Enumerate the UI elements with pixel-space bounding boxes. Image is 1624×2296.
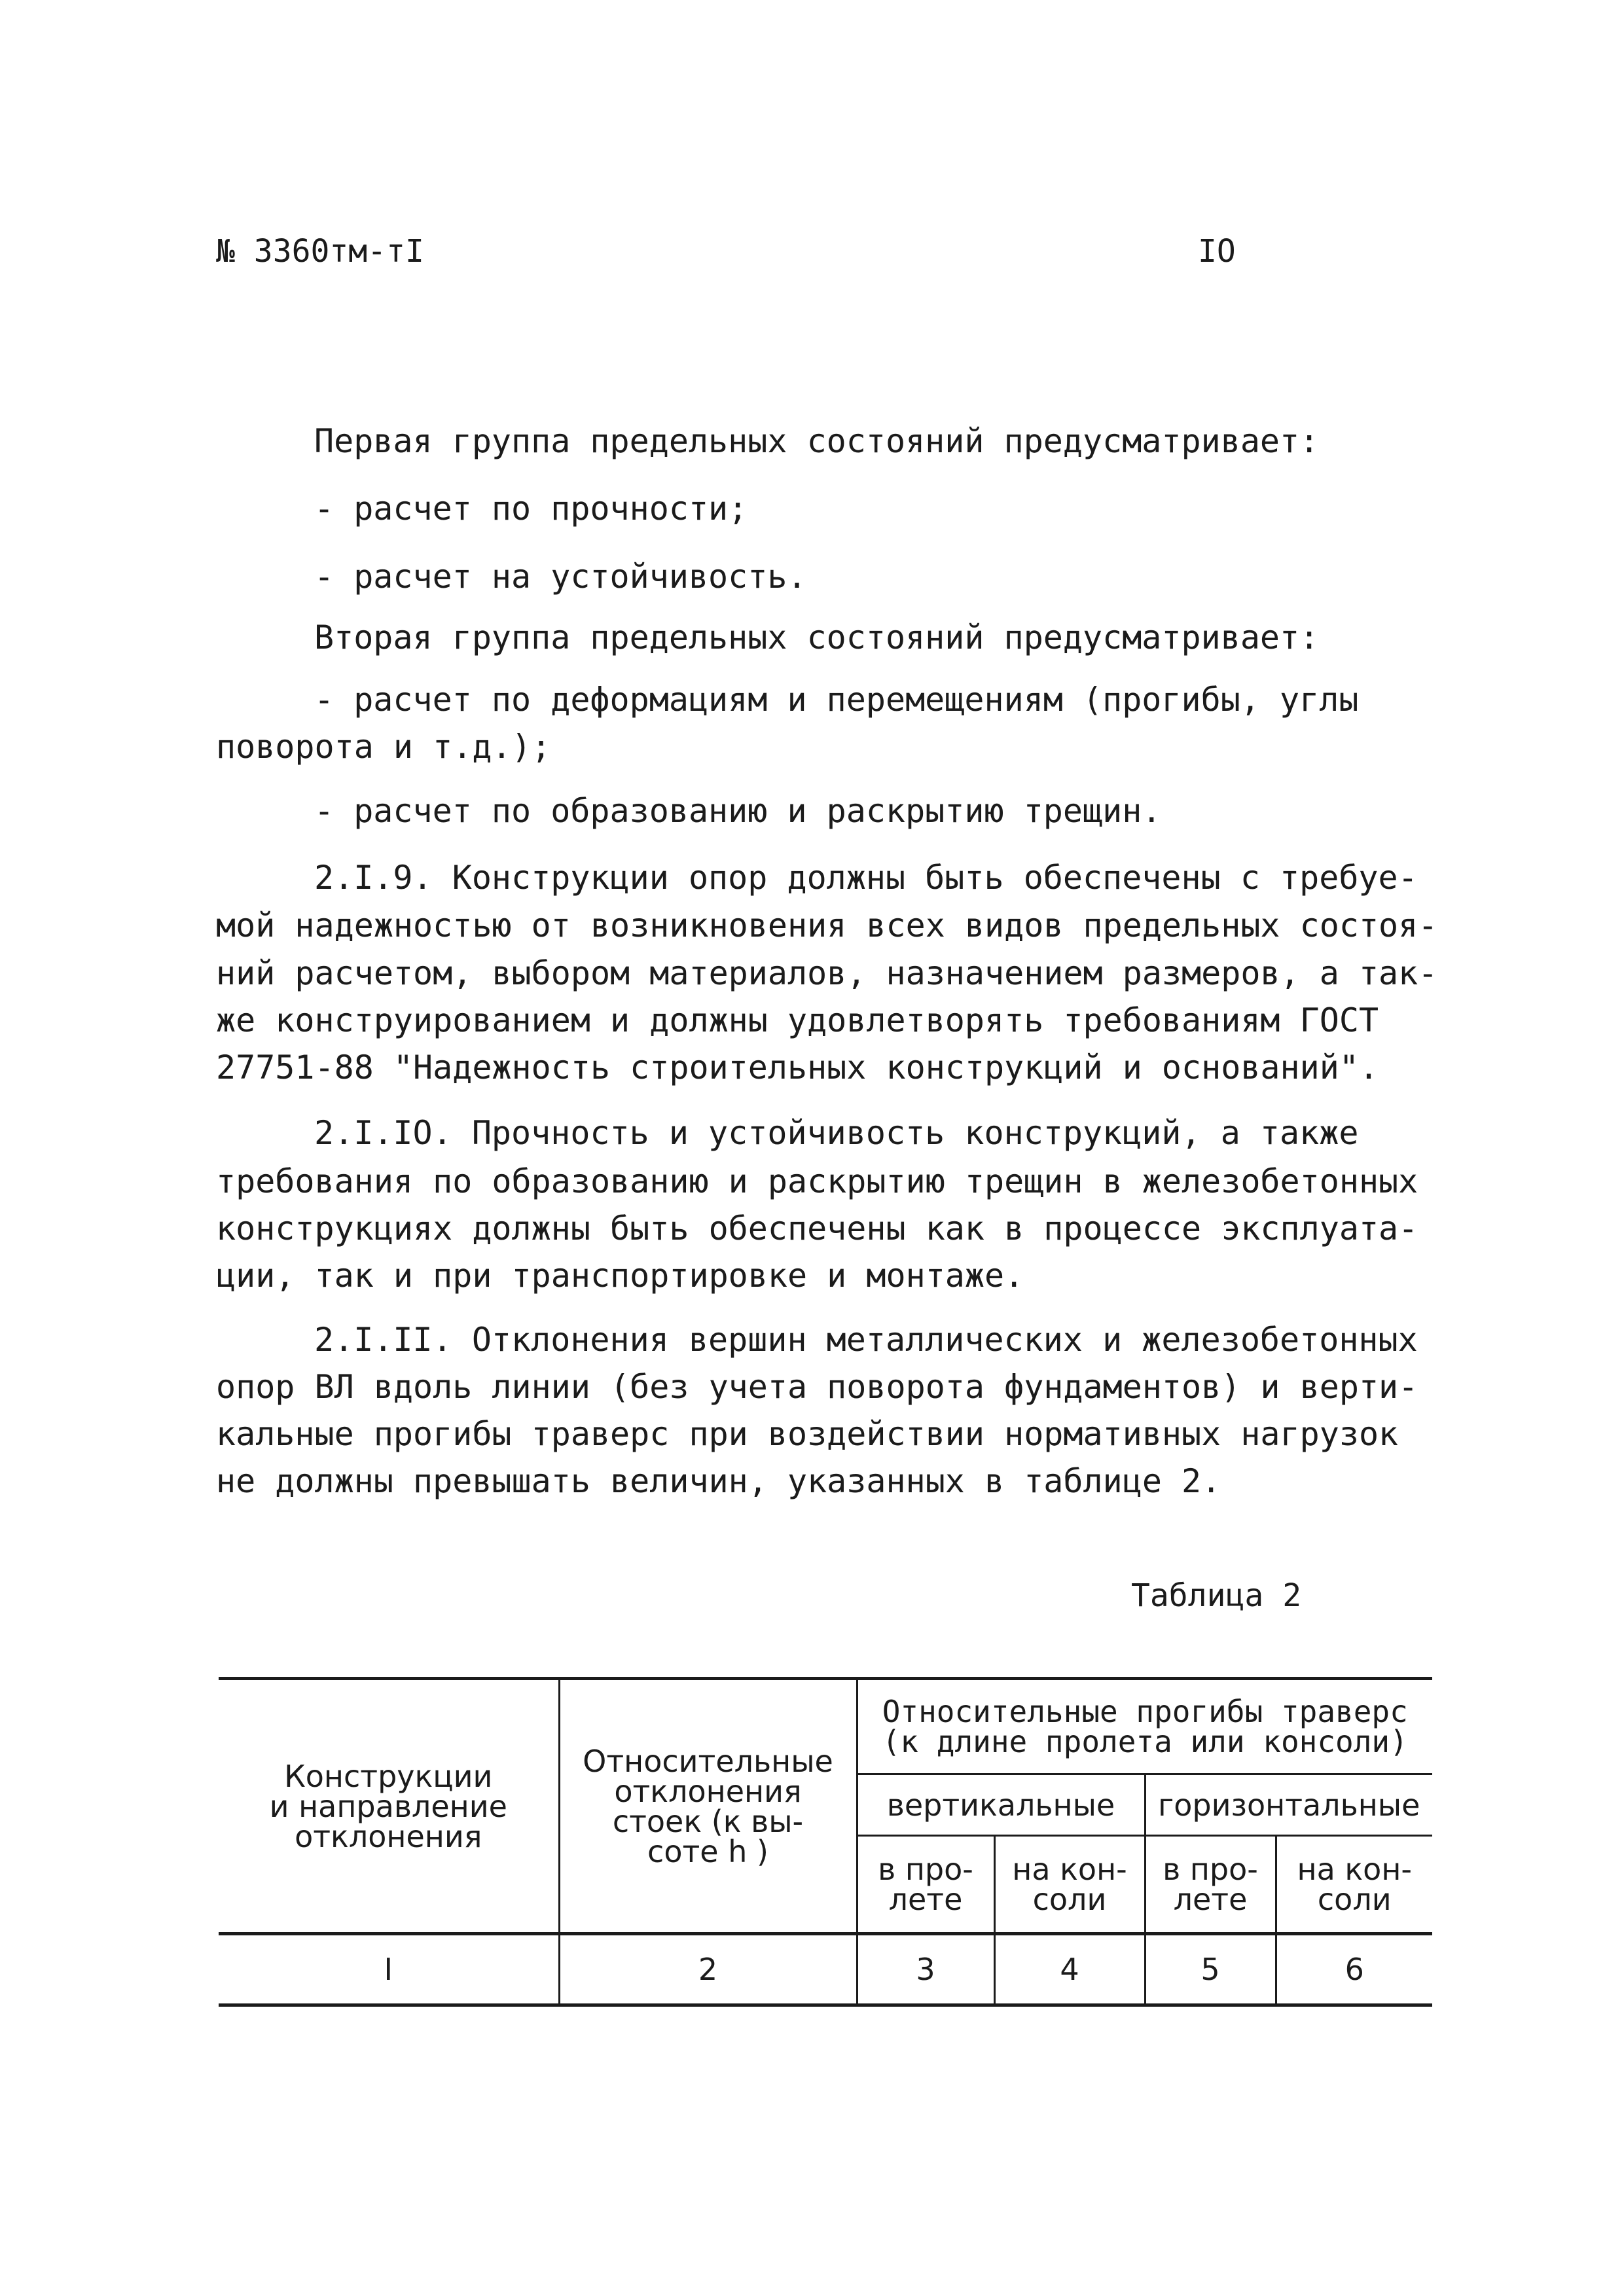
text-line: ний расчетом, выбором материалов, назначением размеров, а так- xyxy=(216,954,1438,992)
text-line: 2.I.II. Отклонения вершин металлических и железобетонных xyxy=(314,1321,1418,1359)
subheader-in-span: в про- лете xyxy=(1145,1836,1276,1934)
text-line: ции, так и при транспортировке и монтаже. xyxy=(216,1257,1024,1295)
text-line: же конструированием и должны удовлетворять требованиям ГОСТ xyxy=(216,1001,1379,1039)
column-number: 3 xyxy=(857,1934,994,2005)
subheader-on-console: на кон- соли xyxy=(1276,1836,1432,1934)
column-number: 6 xyxy=(1276,1934,1432,2005)
text-line: кальные прогибы траверс при воздействии нормативных нагрузок xyxy=(216,1415,1399,1453)
text-line: мой надежностью от возникновения всех видов предельных состоя- xyxy=(216,906,1438,944)
text-line: - расчет по деформациям и перемещениям (прогибы, углы xyxy=(314,681,1359,719)
text-line: Вторая группа предельных состояний предусматривает: xyxy=(314,619,1320,656)
table-caption: Таблица 2 xyxy=(1131,1577,1302,1614)
deviation-table xyxy=(219,1677,1432,2007)
page-number: IO xyxy=(1198,233,1236,270)
text-line: 2.I.9. Конструкции опор должны быть обеспечены с требуе- xyxy=(314,859,1418,897)
text-line: - расчет по прочности; xyxy=(314,490,748,528)
column-number: I xyxy=(219,1934,559,2005)
text-line: 27751-88 "Надежность строительных конструкций и оснований". xyxy=(216,1049,1379,1086)
text-line: 2.I.IO. Прочность и устойчивость конструкций, а также xyxy=(314,1114,1359,1152)
text-line: опор ВЛ вдоль линии (без учета поворота фундаментов) и верти- xyxy=(216,1368,1418,1406)
subheader-on-console: на кон- соли xyxy=(994,1836,1145,1934)
column-number: 4 xyxy=(994,1934,1145,2005)
header-structures: Конструкции и направление отклонения xyxy=(219,1679,559,1934)
column-number: 2 xyxy=(559,1934,857,2005)
text-line: конструкциях должны быть обеспечены как в процессе эксплуата- xyxy=(216,1210,1418,1247)
header-horizontal: горизонтальные xyxy=(1145,1774,1432,1836)
text-line: поворота и т.д.); xyxy=(216,728,551,766)
text-line: требования по образованию и раскрытию трещин в железобетонных xyxy=(216,1162,1418,1200)
header-relative-deviation: Относительные отклонения стоек (к вы- соте h ) xyxy=(559,1679,857,1934)
document-number: № 3360тм-тI xyxy=(216,233,424,270)
column-number: 5 xyxy=(1145,1934,1276,2005)
header-vertical: вертикальные xyxy=(857,1774,1145,1836)
header-crossarm-deflection: Относительные прогибы траверс (к длине пролета или консоли) xyxy=(857,1679,1432,1774)
text-line: - расчет на устойчивость. xyxy=(314,558,807,596)
subheader-in-span: в про- лете xyxy=(857,1836,994,1934)
text-line: не должны превышать величин, указанных в таблице 2. xyxy=(216,1462,1221,1500)
text-line: - расчет по образованию и раскрытию трещин. xyxy=(314,792,1162,830)
text-line: Первая группа предельных состояний предусматривает: xyxy=(314,422,1320,460)
